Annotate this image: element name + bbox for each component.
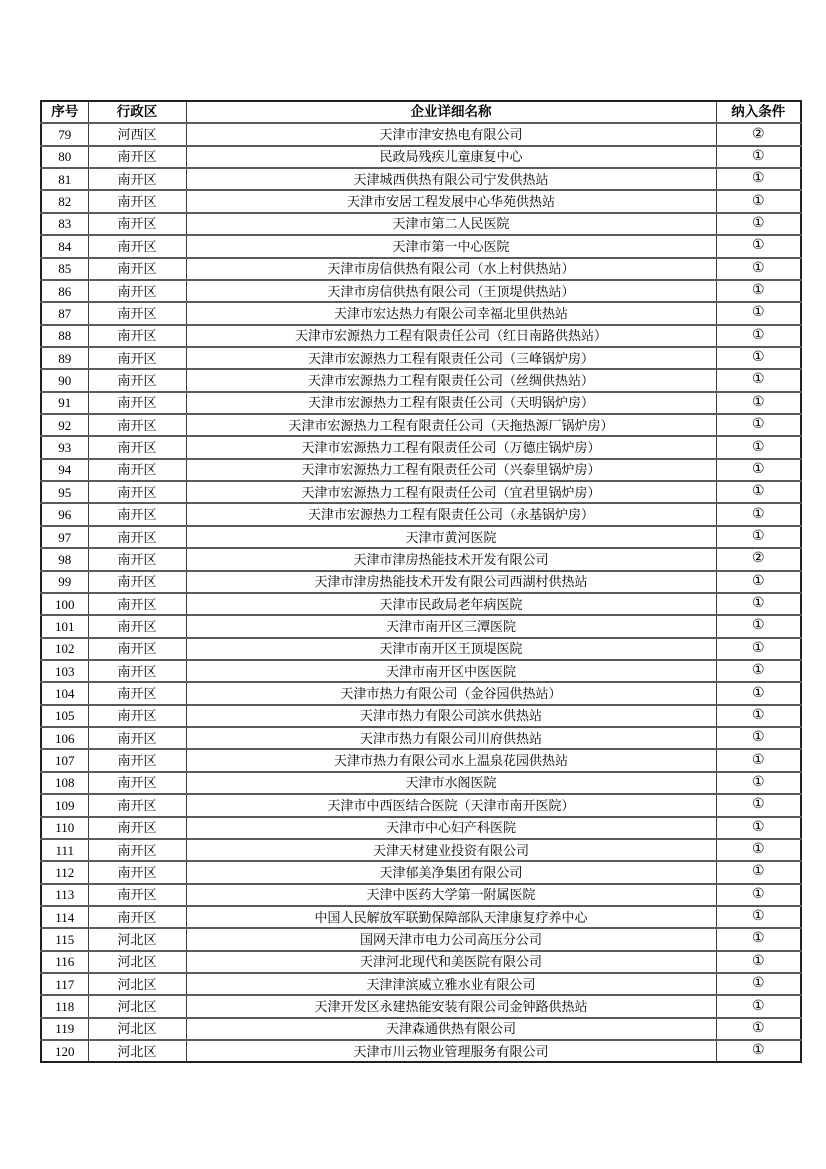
company-name-cell: 天津开发区永建热能安装有限公司金钟路供热站 — [186, 995, 716, 1017]
district-cell: 南开区 — [88, 727, 186, 749]
condition-cell: ① — [716, 884, 801, 906]
condition-cell: ① — [716, 638, 801, 660]
condition-cell: ① — [716, 861, 801, 883]
header-serial-number: 序号 — [41, 101, 88, 123]
header-district: 行政区 — [88, 101, 186, 123]
row-number-cell: 107 — [41, 749, 88, 771]
table-row — [41, 995, 801, 1017]
company-name-cell: 天津市中心妇产科医院 — [186, 817, 716, 839]
company-name-cell: 天津市南开区三潭医院 — [186, 615, 716, 637]
row-number-cell: 108 — [41, 772, 88, 794]
district-cell: 南开区 — [88, 280, 186, 302]
row-number-cell: 99 — [41, 571, 88, 593]
row-number-cell: 100 — [41, 593, 88, 615]
row-number-cell: 97 — [41, 526, 88, 548]
company-name-cell: 天津市中西医结合医院（天津市南开医院） — [186, 794, 716, 816]
row-number-cell: 117 — [41, 973, 88, 995]
row-number-cell: 83 — [41, 213, 88, 235]
district-cell: 南开区 — [88, 571, 186, 593]
table-row — [41, 503, 801, 525]
district-cell: 南开区 — [88, 414, 186, 436]
row-number-cell: 106 — [41, 727, 88, 749]
table-row — [41, 973, 801, 995]
table-row — [41, 861, 801, 883]
condition-cell: ① — [716, 906, 801, 928]
condition-cell: ① — [716, 168, 801, 190]
district-cell: 南开区 — [88, 302, 186, 324]
district-cell: 河北区 — [88, 1018, 186, 1040]
table-row — [41, 302, 801, 324]
row-number-cell: 98 — [41, 548, 88, 570]
table-row — [41, 817, 801, 839]
row-number-cell: 101 — [41, 615, 88, 637]
district-cell: 南开区 — [88, 906, 186, 928]
condition-cell: ① — [716, 682, 801, 704]
company-name-cell: 天津市南开区中医医院 — [186, 660, 716, 682]
table-row — [41, 727, 801, 749]
row-number-cell: 113 — [41, 884, 88, 906]
district-cell: 河北区 — [88, 973, 186, 995]
company-name-cell: 天津市宏源热力工程有限责任公司（红日南路供热站） — [186, 325, 716, 347]
row-number-cell: 104 — [41, 682, 88, 704]
condition-cell: ① — [716, 325, 801, 347]
condition-cell: ① — [716, 392, 801, 414]
district-cell: 南开区 — [88, 325, 186, 347]
table-row — [41, 1018, 801, 1040]
table-header-row — [41, 101, 801, 123]
company-name-cell: 天津市宏源热力工程有限责任公司（丝绸供热站） — [186, 369, 716, 391]
table-row — [41, 593, 801, 615]
table-row — [41, 123, 801, 145]
company-name-cell: 民政局残疾儿童康复中心 — [186, 146, 716, 168]
table-row — [41, 414, 801, 436]
company-name-cell: 天津市安居工程发展中心华苑供热站 — [186, 190, 716, 212]
table-row — [41, 347, 801, 369]
company-name-cell: 天津市宏达热力有限公司幸福北里供热站 — [186, 302, 716, 324]
company-name-cell: 天津市宏源热力工程有限责任公司（宜君里锅炉房） — [186, 481, 716, 503]
table-row — [41, 168, 801, 190]
condition-cell: ② — [716, 548, 801, 570]
condition-cell: ① — [716, 1018, 801, 1040]
district-cell: 南开区 — [88, 705, 186, 727]
district-cell: 河西区 — [88, 123, 186, 145]
row-number-cell: 115 — [41, 928, 88, 950]
table-row — [41, 369, 801, 391]
company-name-cell: 天津天材建业投资有限公司 — [186, 839, 716, 861]
company-name-cell: 天津市津房热能技术开发有限公司 — [186, 548, 716, 570]
condition-cell: ① — [716, 839, 801, 861]
company-name-cell: 天津市第一中心医院 — [186, 235, 716, 257]
condition-cell: ② — [716, 123, 801, 145]
condition-cell: ① — [716, 436, 801, 458]
condition-cell: ① — [716, 1040, 801, 1062]
table-row — [41, 392, 801, 414]
table-row — [41, 772, 801, 794]
district-cell: 南开区 — [88, 884, 186, 906]
row-number-cell: 82 — [41, 190, 88, 212]
company-name-cell: 天津市津安热电有限公司 — [186, 123, 716, 145]
district-cell: 南开区 — [88, 392, 186, 414]
condition-cell: ① — [716, 414, 801, 436]
row-number-cell: 79 — [41, 123, 88, 145]
row-number-cell: 102 — [41, 638, 88, 660]
company-name-cell: 国网天津市电力公司高压分公司 — [186, 928, 716, 950]
table-row — [41, 884, 801, 906]
condition-cell: ① — [716, 481, 801, 503]
row-number-cell: 88 — [41, 325, 88, 347]
condition-cell: ① — [716, 973, 801, 995]
table-row — [41, 638, 801, 660]
district-cell: 南开区 — [88, 146, 186, 168]
district-cell: 南开区 — [88, 168, 186, 190]
condition-cell: ① — [716, 727, 801, 749]
district-cell: 南开区 — [88, 660, 186, 682]
table-row — [41, 951, 801, 973]
company-name-cell: 天津市宏源热力工程有限责任公司（万德庄锅炉房） — [186, 436, 716, 458]
row-number-cell: 81 — [41, 168, 88, 190]
table-row — [41, 459, 801, 481]
company-name-cell: 天津市房信供热有限公司（水上村供热站） — [186, 258, 716, 280]
company-name-cell: 天津市黄河医院 — [186, 526, 716, 548]
row-number-cell: 111 — [41, 839, 88, 861]
condition-cell: ① — [716, 190, 801, 212]
row-number-cell: 87 — [41, 302, 88, 324]
row-number-cell: 118 — [41, 995, 88, 1017]
table-row — [41, 190, 801, 212]
table-row — [41, 682, 801, 704]
district-cell: 南开区 — [88, 503, 186, 525]
row-number-cell: 112 — [41, 861, 88, 883]
row-number-cell: 94 — [41, 459, 88, 481]
row-number-cell: 103 — [41, 660, 88, 682]
row-number-cell: 91 — [41, 392, 88, 414]
table-row — [41, 235, 801, 257]
condition-cell: ① — [716, 794, 801, 816]
district-cell: 南开区 — [88, 459, 186, 481]
company-name-cell: 天津中医药大学第一附属医院 — [186, 884, 716, 906]
company-name-cell: 天津市热力有限公司滨水供热站 — [186, 705, 716, 727]
row-number-cell: 114 — [41, 906, 88, 928]
condition-cell: ① — [716, 571, 801, 593]
condition-cell: ① — [716, 235, 801, 257]
district-cell: 南开区 — [88, 436, 186, 458]
district-cell: 河北区 — [88, 1040, 186, 1062]
condition-cell: ① — [716, 526, 801, 548]
district-cell: 南开区 — [88, 638, 186, 660]
district-cell: 南开区 — [88, 749, 186, 771]
district-cell: 河北区 — [88, 928, 186, 950]
district-cell: 南开区 — [88, 481, 186, 503]
table-header — [41, 101, 801, 123]
row-number-cell: 110 — [41, 817, 88, 839]
condition-cell: ① — [716, 749, 801, 771]
table-row — [41, 906, 801, 928]
district-cell: 河北区 — [88, 951, 186, 973]
district-cell: 南开区 — [88, 772, 186, 794]
row-number-cell: 96 — [41, 503, 88, 525]
table-row — [41, 928, 801, 950]
condition-cell: ① — [716, 280, 801, 302]
table-row — [41, 481, 801, 503]
company-name-cell: 天津市水阁医院 — [186, 772, 716, 794]
table-body — [41, 123, 801, 1062]
company-name-cell: 天津市津房热能技术开发有限公司西湖村供热站 — [186, 571, 716, 593]
company-name-cell: 天津郁美净集团有限公司 — [186, 861, 716, 883]
district-cell: 南开区 — [88, 593, 186, 615]
company-name-cell: 天津市热力有限公司水上温泉花园供热站 — [186, 749, 716, 771]
table-row — [41, 615, 801, 637]
row-number-cell: 90 — [41, 369, 88, 391]
row-number-cell: 89 — [41, 347, 88, 369]
condition-cell: ① — [716, 146, 801, 168]
company-name-cell: 天津市第二人民医院 — [186, 213, 716, 235]
condition-cell: ① — [716, 369, 801, 391]
condition-cell: ① — [716, 593, 801, 615]
table-row — [41, 325, 801, 347]
header-company-name: 企业详细名称 — [186, 101, 716, 123]
table-row — [41, 213, 801, 235]
row-number-cell: 120 — [41, 1040, 88, 1062]
company-name-cell: 天津市川云物业管理服务有限公司 — [186, 1040, 716, 1062]
condition-cell: ① — [716, 772, 801, 794]
condition-cell: ① — [716, 213, 801, 235]
district-cell: 南开区 — [88, 347, 186, 369]
condition-cell: ① — [716, 928, 801, 950]
table-row — [41, 526, 801, 548]
row-number-cell: 105 — [41, 705, 88, 727]
district-cell: 南开区 — [88, 839, 186, 861]
table-row — [41, 258, 801, 280]
enterprise-table — [40, 100, 802, 1063]
district-cell: 南开区 — [88, 235, 186, 257]
condition-cell: ① — [716, 302, 801, 324]
company-name-cell: 天津市宏源热力工程有限责任公司（永基锅炉房） — [186, 503, 716, 525]
company-name-cell: 天津津滨威立雅水业有限公司 — [186, 973, 716, 995]
company-name-cell: 天津市民政局老年病医院 — [186, 593, 716, 615]
table-row — [41, 705, 801, 727]
district-cell: 南开区 — [88, 615, 186, 637]
district-cell: 南开区 — [88, 213, 186, 235]
company-name-cell: 天津市热力有限公司川府供热站 — [186, 727, 716, 749]
condition-cell: ① — [716, 615, 801, 637]
district-cell: 南开区 — [88, 861, 186, 883]
table-row — [41, 794, 801, 816]
condition-cell: ① — [716, 705, 801, 727]
condition-cell: ① — [716, 817, 801, 839]
condition-cell: ① — [716, 347, 801, 369]
company-name-cell: 天津城西供热有限公司宁发供热站 — [186, 168, 716, 190]
row-number-cell: 86 — [41, 280, 88, 302]
table-row — [41, 660, 801, 682]
condition-cell: ① — [716, 995, 801, 1017]
condition-cell: ① — [716, 459, 801, 481]
company-name-cell: 天津市宏源热力工程有限责任公司（三峰锅炉房） — [186, 347, 716, 369]
table-row — [41, 280, 801, 302]
row-number-cell: 80 — [41, 146, 88, 168]
row-number-cell: 85 — [41, 258, 88, 280]
table-row — [41, 436, 801, 458]
district-cell: 南开区 — [88, 190, 186, 212]
table-row — [41, 749, 801, 771]
condition-cell: ① — [716, 951, 801, 973]
district-cell: 南开区 — [88, 548, 186, 570]
condition-cell: ① — [716, 258, 801, 280]
district-cell: 南开区 — [88, 794, 186, 816]
company-name-cell: 天津市宏源热力工程有限责任公司（兴泰里锅炉房） — [186, 459, 716, 481]
row-number-cell: 95 — [41, 481, 88, 503]
company-name-cell: 天津市热力有限公司（金谷园供热站） — [186, 682, 716, 704]
table-row — [41, 839, 801, 861]
row-number-cell: 109 — [41, 794, 88, 816]
district-cell: 河北区 — [88, 995, 186, 1017]
row-number-cell: 84 — [41, 235, 88, 257]
company-name-cell: 天津森通供热有限公司 — [186, 1018, 716, 1040]
district-cell: 南开区 — [88, 682, 186, 704]
table-row — [41, 1040, 801, 1062]
table-row — [41, 571, 801, 593]
row-number-cell: 93 — [41, 436, 88, 458]
company-name-cell: 中国人民解放军联勤保障部队天津康复疗养中心 — [186, 906, 716, 928]
condition-cell: ① — [716, 503, 801, 525]
table-row — [41, 146, 801, 168]
company-name-cell: 天津市南开区王顶堤医院 — [186, 638, 716, 660]
table-row — [41, 548, 801, 570]
district-cell: 南开区 — [88, 258, 186, 280]
district-cell: 南开区 — [88, 369, 186, 391]
company-name-cell: 天津市房信供热有限公司（王顶堤供热站） — [186, 280, 716, 302]
header-inclusion-condition: 纳入条件 — [716, 101, 801, 123]
district-cell: 南开区 — [88, 526, 186, 548]
row-number-cell: 119 — [41, 1018, 88, 1040]
district-cell: 南开区 — [88, 817, 186, 839]
company-name-cell: 天津市宏源热力工程有限责任公司（天拖热源厂锅炉房） — [186, 414, 716, 436]
company-name-cell: 天津河北现代和美医院有限公司 — [186, 951, 716, 973]
row-number-cell: 116 — [41, 951, 88, 973]
row-number-cell: 92 — [41, 414, 88, 436]
company-name-cell: 天津市宏源热力工程有限责任公司（天明锅炉房） — [186, 392, 716, 414]
condition-cell: ① — [716, 660, 801, 682]
